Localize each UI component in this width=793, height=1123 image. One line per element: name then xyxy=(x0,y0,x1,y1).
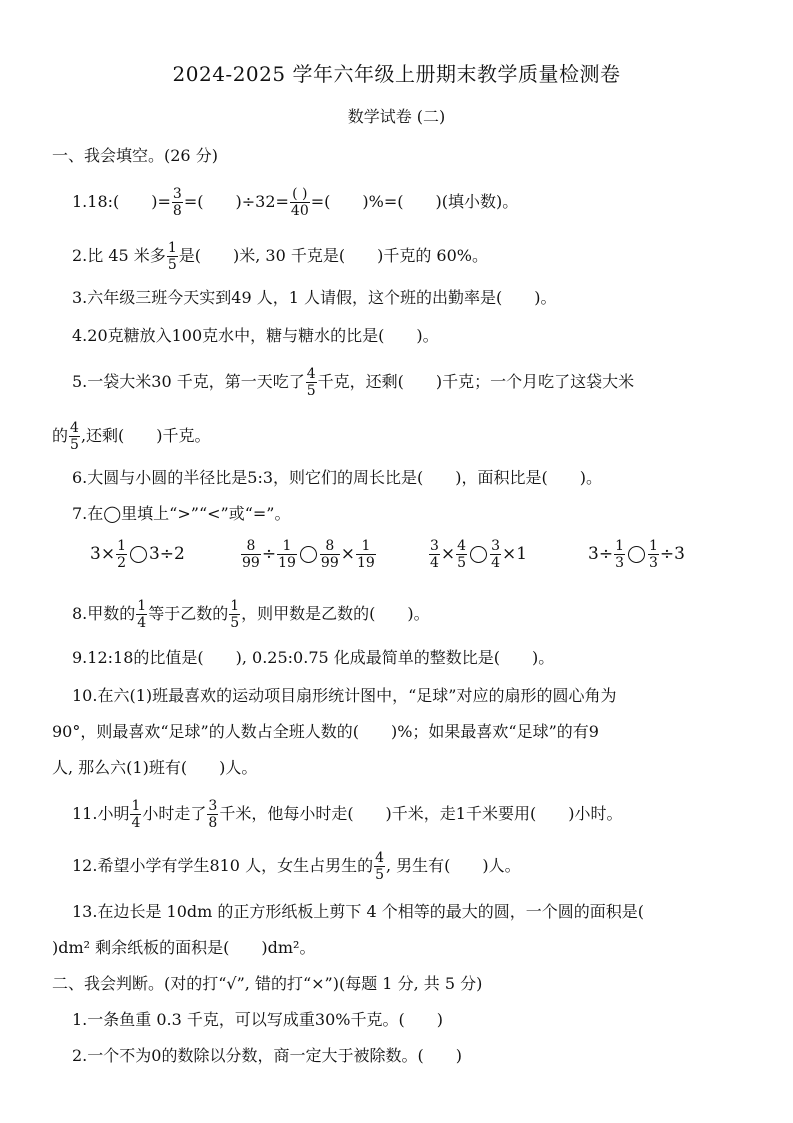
question-10-line3: 人, 那么六(1)班有( )人。 xyxy=(52,758,258,777)
question-2: 2.比 45 米多 $\frac{1}{5}$ 是( )米, 30 千克是( )千克的 60%。 xyxy=(72,240,488,273)
page-subtitle: 数学试卷 (二) xyxy=(347,107,446,126)
compare-expression-2: $\frac{8}{99}$ ÷ $\frac{1}{19}$ $\frac{8}{99}$ × $\frac{1}{19}$ xyxy=(242,538,375,571)
judge-question-1: 1.一条鱼重 0.3 千克，可以写成重30%千克。( ) xyxy=(72,1010,443,1029)
question-10-line1: 10.在六(1)班最喜欢的运动项目扇形统计图中，“足球”对应的扇形的圆心角为 xyxy=(72,686,617,705)
fraction: $\frac{4}{5}$ xyxy=(306,366,316,399)
compare-expression-4: 3÷ $\frac{1}{3}$ $\frac{1}{3}$ ÷3 xyxy=(588,538,685,571)
fraction: $\frac{3}{8}$ xyxy=(172,186,182,219)
question-12: 12.希望小学有学生810 人，女生占男生的 $\frac{4}{5}$ , 男生有( )人。 xyxy=(72,850,521,883)
answer-circle[interactable] xyxy=(130,546,147,563)
question-7: 7.在◯里填上“>”“<”或“=”。 xyxy=(72,504,291,523)
question-5-line1: 5.一袋大米30 千克，第一天吃了 $\frac{4}{5}$ 千克，还剩( )千克；一个月吃了这袋大米 xyxy=(72,366,635,399)
question-11: 11.小明 $\frac{1}{4}$ 小时走了 $\frac{3}{8}$ 千米，他每小时走( )千米，走1千米要用( )小时。 xyxy=(72,798,623,831)
compare-expression-1: 3× $\frac{1}{2}$ 3÷2 xyxy=(90,538,185,571)
judge-question-2: 2.一个不为0的数除以分数，商一定大于被除数。( ) xyxy=(72,1046,462,1065)
fraction: $\frac{1}{5}$ xyxy=(167,240,177,273)
question-3: 3.六年级三班今天实到49 人，1 人请假，这个班的出勤率是( )。 xyxy=(72,288,557,307)
answer-circle[interactable] xyxy=(628,546,645,563)
question-13-line2: )dm² 剩余纸板的面积是( )dm²。 xyxy=(52,938,316,957)
answer-circle[interactable] xyxy=(300,546,317,563)
question-1: 1.18:( )= $\frac{3}{8}$ =( )÷32= $\frac{( )}{40}$ =( )%=( )(填小数)。 xyxy=(72,186,519,219)
question-8: 8.甲数的 $\frac{1}{4}$ 等于乙数的 $\frac{1}{5}$ ，则甲数是乙数的( )。 xyxy=(72,598,430,631)
question-5-line2: 的 $\frac{4}{5}$ ,还剩( )千克。 xyxy=(52,420,211,453)
section1-heading: 一、我会填空。(26 分) xyxy=(52,146,218,165)
compare-expression-3: $\frac{3}{4}$ × $\frac{4}{5}$ $\frac{3}{4}$ ×1 xyxy=(430,538,528,571)
section2-heading: 二、我会判断。(对的打“√”, 错的打“×”)(每题 1 分, 共 5 分) xyxy=(52,974,483,993)
fraction: $\frac{4}{5}$ xyxy=(70,420,79,453)
answer-circle[interactable] xyxy=(470,546,487,563)
question-4: 4.20克糖放入100克水中，糖与糖水的比是( )。 xyxy=(72,326,439,345)
question-10-line2: 90°，则最喜欢“足球”的人数占全班人数的( )%；如果最喜欢“足球”的有9 xyxy=(52,722,599,741)
page-title: 2024-2025 学年六年级上册期末教学质量检测卷 xyxy=(172,62,621,86)
question-13-line1: 13.在边长是 10dm 的正方形纸板上剪下 4 个相等的最大的圆，一个圆的面积是( xyxy=(72,902,644,921)
fraction: $\frac{( )}{40}$ xyxy=(290,186,309,219)
question-9: 9.12:18的比值是( ), 0.25:0.75 化成最简单的整数比是( )。 xyxy=(72,648,555,667)
question-6: 6.大圆与小圆的半径比是5:3，则它们的周长比是( )，面积比是( )。 xyxy=(72,468,602,487)
